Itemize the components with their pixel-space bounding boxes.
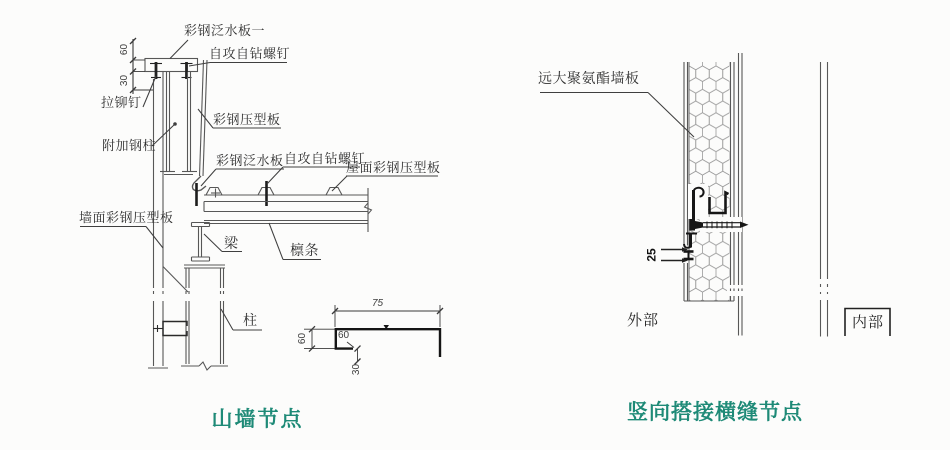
dim-top-60: 60 [119, 43, 131, 56]
left-diagram-title: 山墙节点 [211, 408, 304, 431]
profiled-sheet-lines [192, 60, 220, 198]
label-profiled-sheet: 彩钢压型板 [213, 112, 281, 127]
added-steel-column [160, 72, 197, 175]
label-column: 柱 [243, 312, 258, 328]
beam-section [192, 223, 210, 262]
break-marks [147, 288, 231, 301]
dim-detail-left-60: 60 [297, 332, 309, 345]
dim-detail-inner-60: 60 [338, 330, 350, 341]
main-column [148, 265, 228, 370]
right-break-marks [727, 279, 833, 300]
gable-wall-node-drawing [80, 38, 443, 370]
c-channel-girt [153, 322, 187, 336]
right-diagram-title: 竖向搭接横缝节点 [627, 401, 803, 424]
label-wall-sheet: 墙面彩钢压型板 [79, 210, 174, 225]
dim-top-30: 30 [119, 74, 131, 87]
label-roof-sheet: 屋面彩钢压型板 [346, 160, 441, 175]
dim-detail-75: 75 [372, 298, 384, 309]
label-purlin: 檩条 [290, 242, 319, 258]
label-exterior: 外部 [627, 312, 660, 329]
label-interior: 内部 [852, 314, 885, 331]
roof-corrugation [204, 188, 368, 196]
left-leaders [80, 40, 438, 330]
cap-flashing-plate [145, 59, 198, 72]
label-rivet: 拉铆钉 [101, 95, 142, 110]
right-leaders [540, 93, 694, 138]
dim-detail-30: 30 [351, 363, 363, 376]
label-beam: 梁 [224, 235, 239, 251]
lap-dimension-arrows [661, 247, 688, 262]
label-flashing-mid: 彩钢泛水板 [216, 153, 284, 168]
label-added-column: 附加钢柱 [102, 138, 157, 153]
label-screw-mid: 自攻自钻螺钉 [284, 151, 366, 166]
lap-seam-node-drawing [540, 53, 890, 337]
flashing-profile-detail [304, 305, 443, 365]
label-screw-top: 自攻自钻螺钉 [209, 46, 291, 61]
top-dimension-lines [130, 38, 153, 94]
dim-lap-25: 25 [644, 248, 659, 262]
label-flashing-top: 彩钢泛水板一 [184, 23, 266, 38]
label-panel: 远大聚氨酯墙板 [538, 70, 640, 86]
